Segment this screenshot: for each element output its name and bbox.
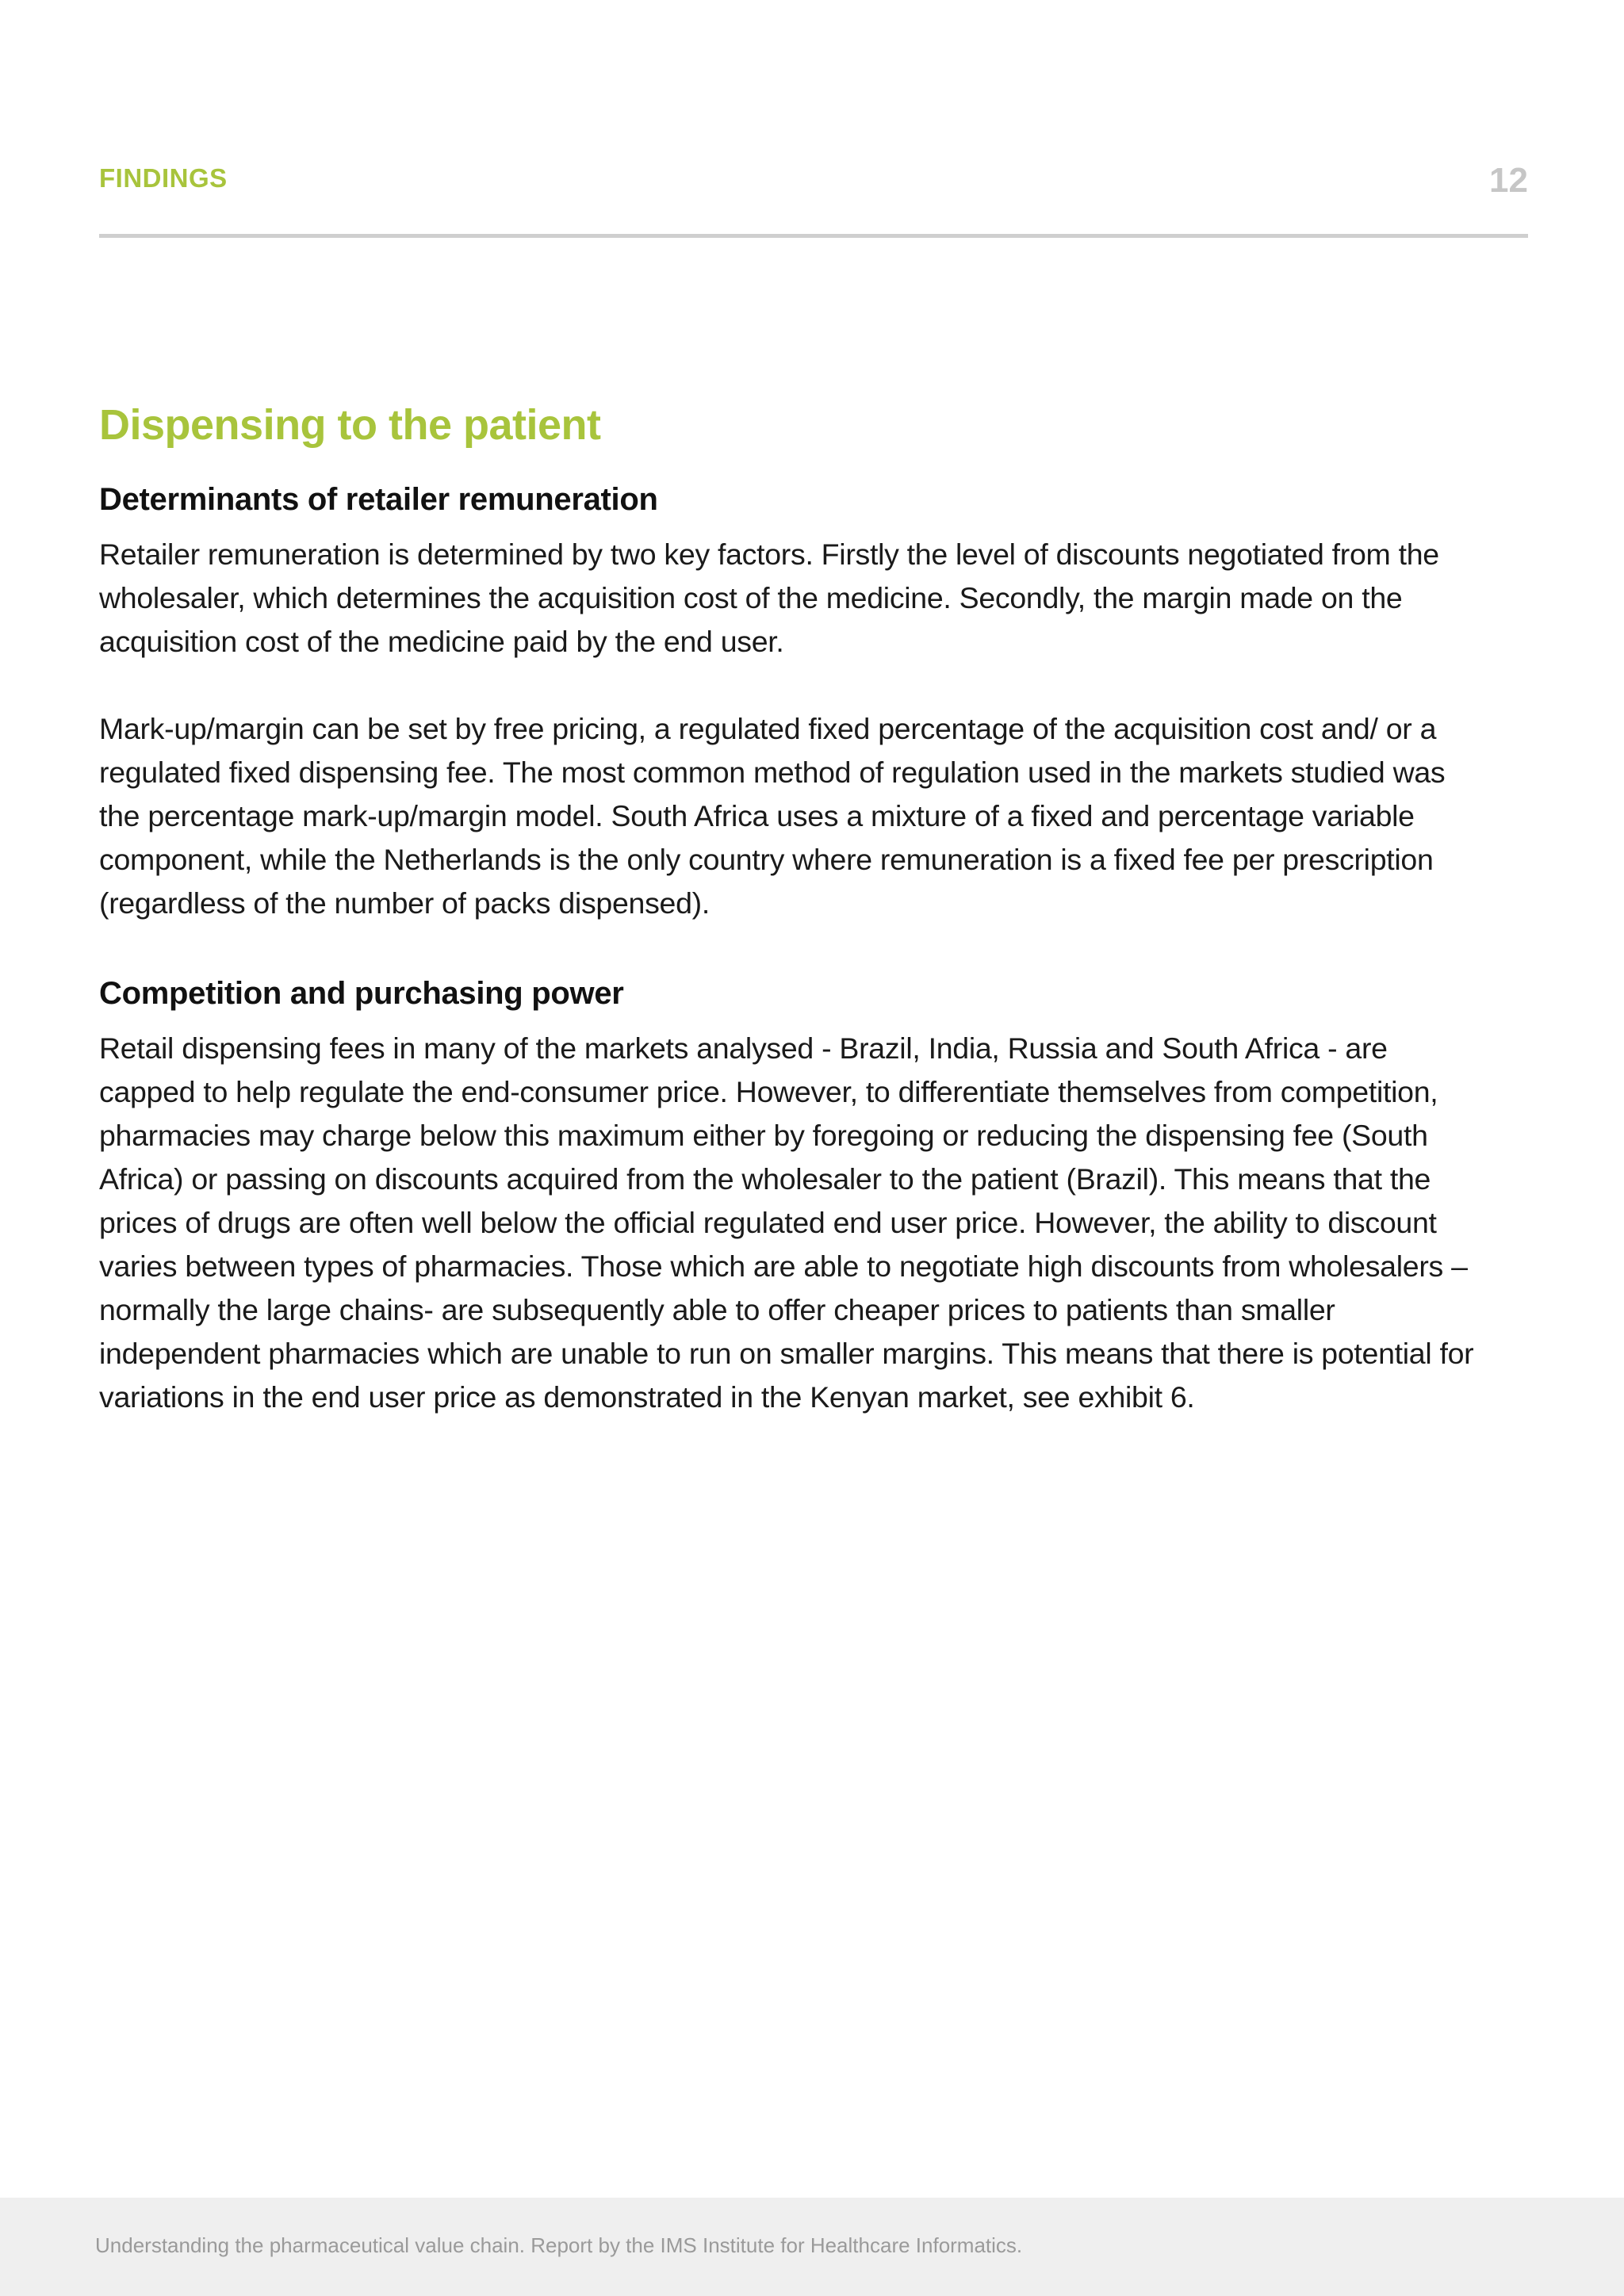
page-title: Dispensing to the patient [99,401,601,449]
page-number: 12 [1489,161,1528,200]
body-paragraph: Mark-up/margin can be set by free pricing, a regulated fixed percentage of the acquisition cost and/ or a regulated fixed dispensing fee. The most common method of regulation used in the markets studied was the percentage mark-up/margin model. South Africa uses a mixture of a fixed and percentage variable component, while the Netherlands is the only country where remuneration is a fixed fee per prescription (regardless of the number of packs dispensed). [99,712,1446,920]
body-paragraph: Retailer remuneration is determined by two key factors. Firstly the level of discounts negotiated from the wholesaler, which determines the acquisition cost of the medicine. Secondly, the margin made on the acquisition cost of the medicine paid by the end user. [99,538,1439,658]
section-heading-competition: Competition and purchasing power [99,976,624,1011]
page-header [99,163,1528,238]
footer-text: Understanding the pharmaceutical value chain. Report by the IMS Institute for Healthcare Informatics. [95,2233,1023,2257]
body-paragraph: Retail dispensing fees in many of the markets analysed - Brazil, India, Russia and South Africa - are capped to help regulate the end-consumer price. However, to differentiate themselves from competition, pharmacies may charge below this maximum either by foregoing or reducing the dispensing fee (South Africa) or passing on discounts acquired from the wholesaler to the patient (Brazil). This means that the prices of drugs are often well below the official regulated end user price. However, the ability to discount varies between types of pharmacies. Those which are able to negotiate high discounts from wholesalers – normally the large chains- are subsequently able to offer cheaper prices to patients than smaller independent pharmacies which are unable to run on smaller margins. This means that there is potential for variations in the end user price as demonstrated in the Kenyan market, see exhibit 6. [99,1031,1474,1414]
main-content [99,396,1479,1419]
section-label: FINDINGS [99,163,228,193]
section-heading-retailer-remuneration: Determinants of retailer remuneration [99,482,658,517]
page-footer [0,2198,1624,2296]
